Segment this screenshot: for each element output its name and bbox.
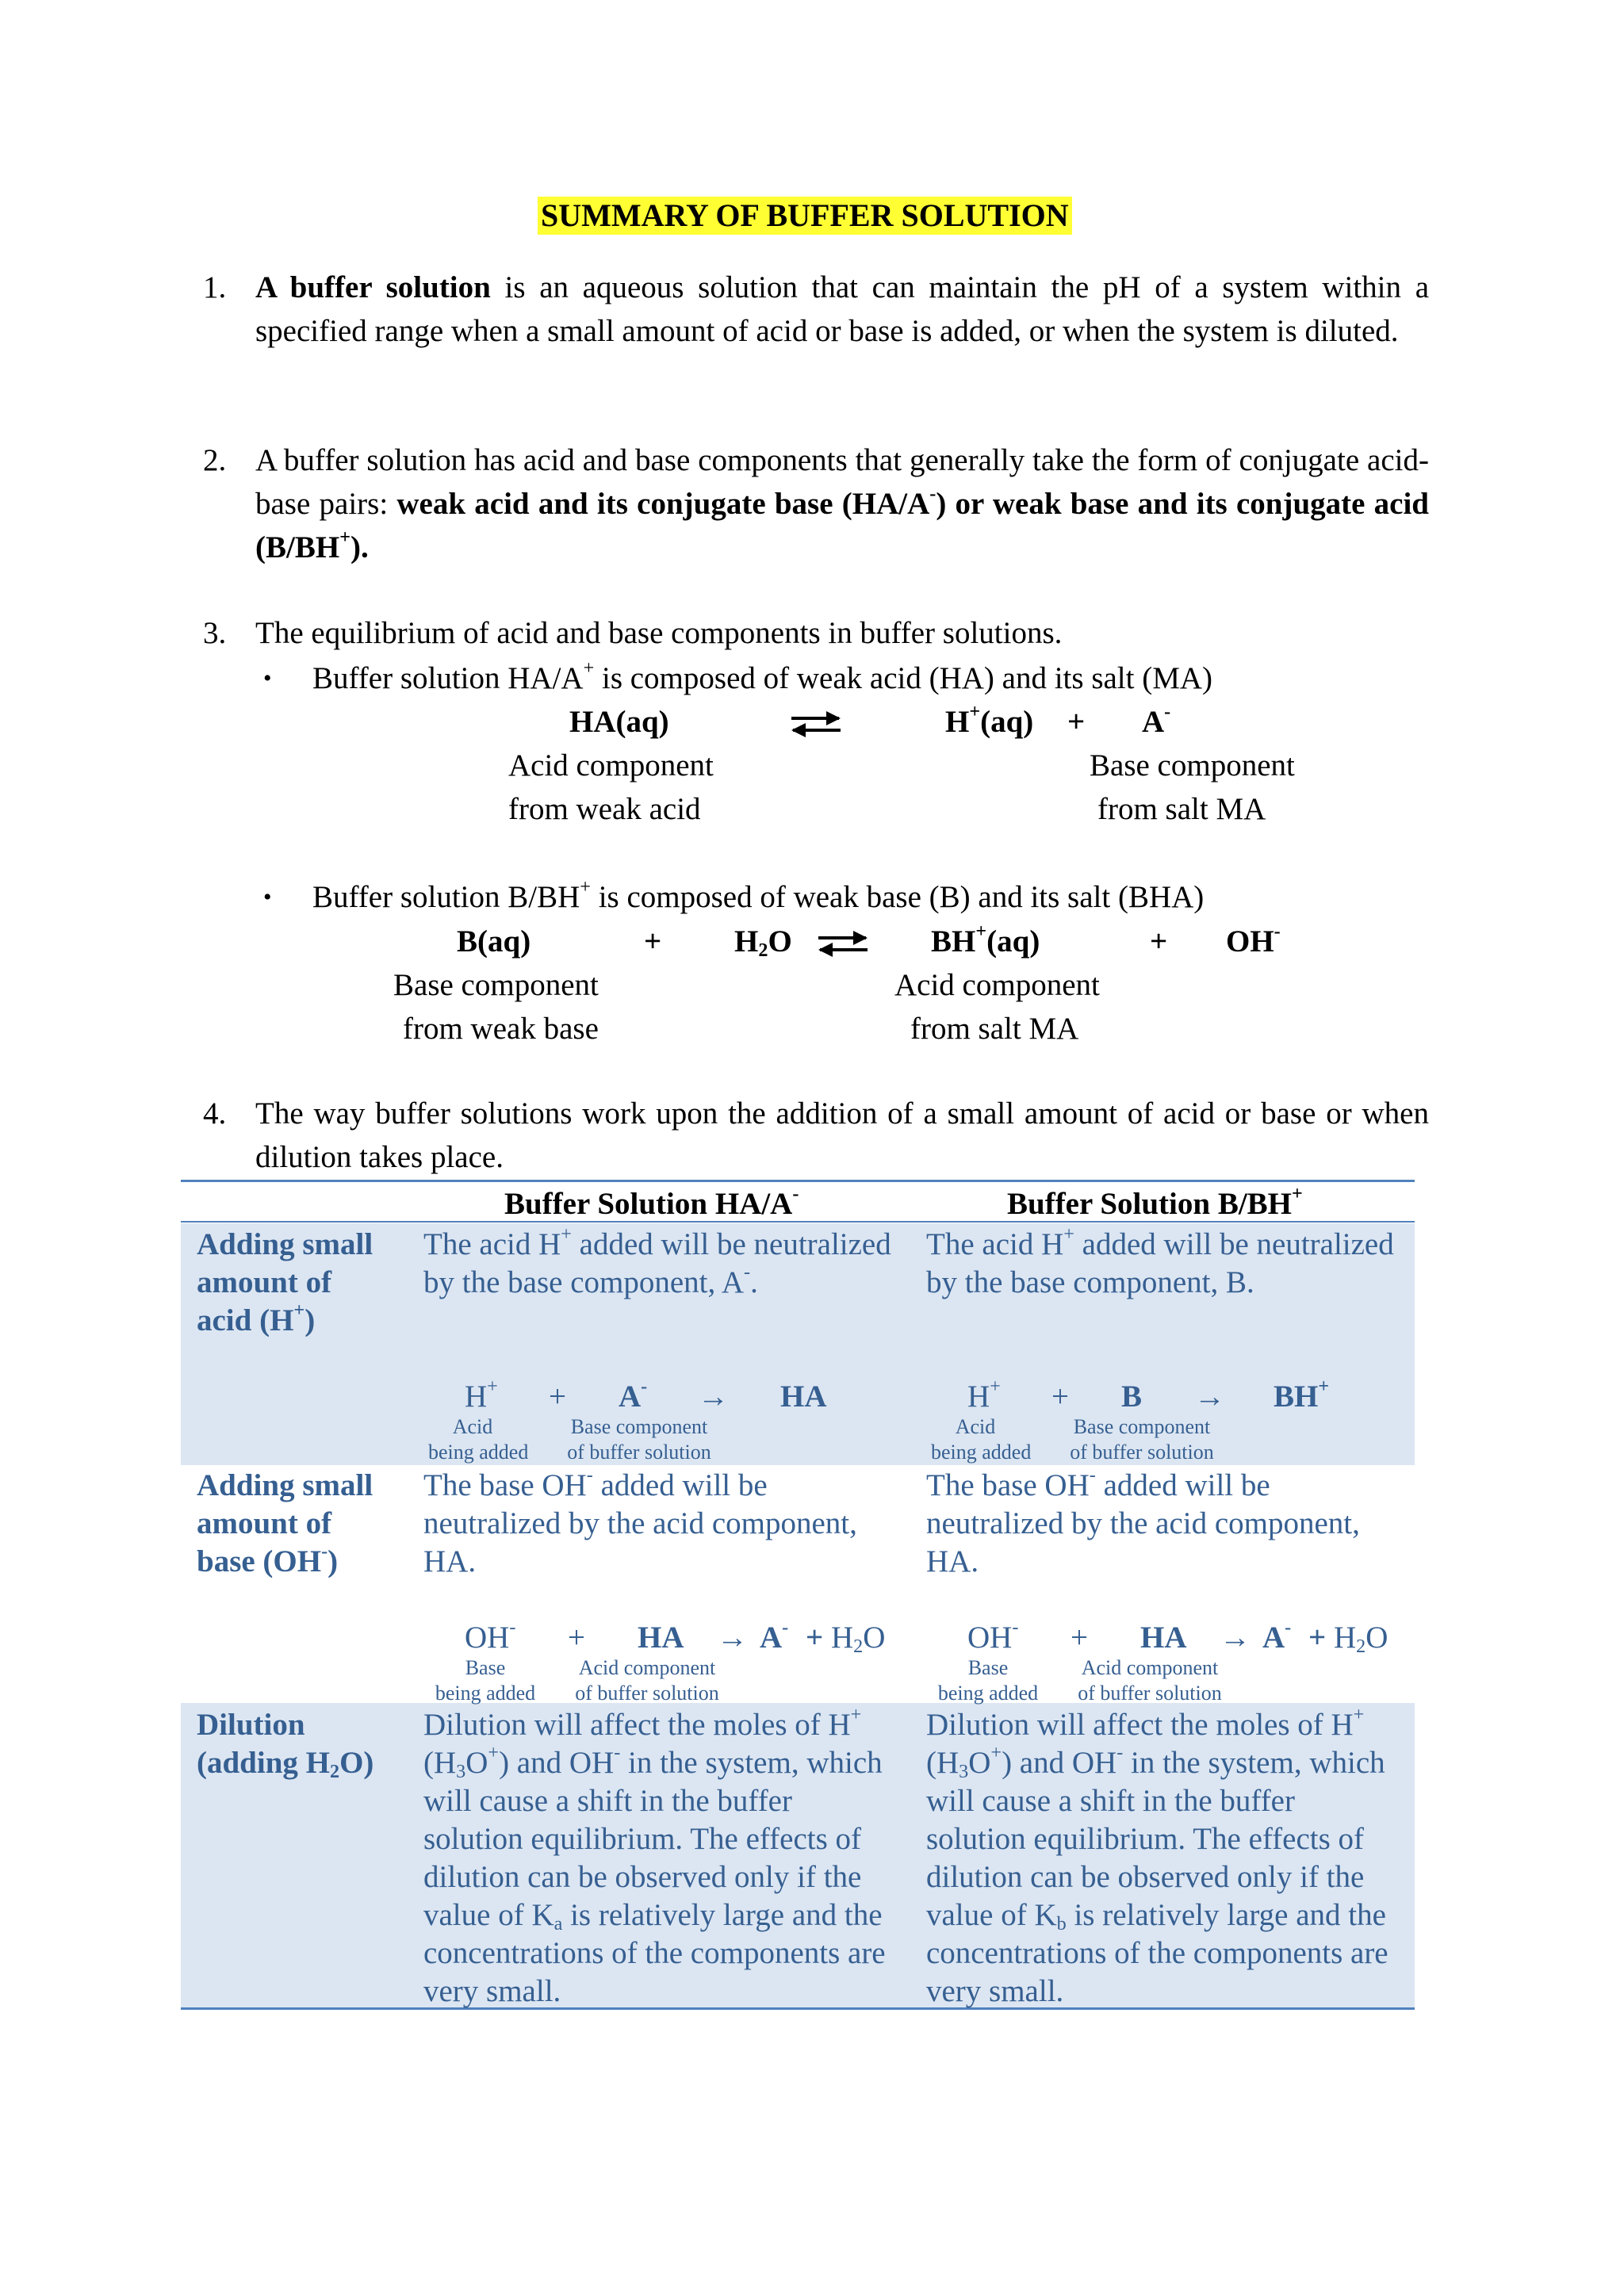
item-number-2: 2. [203, 443, 227, 477]
r2c2-sup: - [1089, 1464, 1096, 1486]
r1c1-lbl1b: being added [428, 1441, 529, 1464]
r2c2-eq-oh-sup: - [1012, 1616, 1019, 1638]
r2c1-eq-label-1 [431, 1655, 539, 1706]
item-2-bold-a: weak acid and its conjugate base (HA/A [396, 487, 930, 521]
r2c1-lbl2b: of buffer solution [575, 1682, 719, 1705]
r3c1-sub: 3 [456, 1761, 466, 1783]
table-top-rule [181, 1180, 1415, 1182]
eq2-b: B(aq) [457, 924, 531, 959]
r2c2-lbl2b: of buffer solution [1078, 1682, 1222, 1705]
item-2-sup-a: - [929, 482, 936, 504]
r2c1-eq-oh-text: OH [465, 1621, 510, 1655]
table-header-col2 [1007, 1184, 1303, 1224]
r3c2-sub2: b [1056, 1913, 1067, 1935]
r2c2-eq-arrow: → [1220, 1621, 1251, 1655]
eq2-oh-text: OH [1226, 924, 1274, 959]
row-2-head-2: amount of [197, 1506, 332, 1540]
r3c2-f: is relatively large and the concentrations of the components are very small. [926, 1898, 1388, 2008]
r2c2-lbl2a: Acid component [1081, 1656, 1219, 1679]
bullet-2-text [312, 875, 1204, 919]
r2c2-eq-oh-text: OH [967, 1621, 1013, 1655]
equilibrium-arrows-icon [788, 708, 844, 740]
r1c1-eq-plus: + [549, 1380, 566, 1414]
r3c2-b: (H [926, 1746, 959, 1780]
col1-text: Buffer Solution HA/A [504, 1187, 793, 1221]
r2c1-b: added will be neutralized by the acid component, HA. [423, 1468, 857, 1578]
r1c2-eq-prod-text: BH [1274, 1380, 1319, 1414]
r3c2-a: Dilution will affect the moles of H [926, 1708, 1354, 1742]
row-3-head-2a: (adding H [197, 1746, 330, 1780]
r1c1-eq-prod: HA [780, 1380, 827, 1414]
row-2-head-3b: ) [327, 1544, 339, 1578]
row-1-head-2: amount of [197, 1265, 332, 1299]
r1c2-eq-prod-sup: + [1318, 1375, 1330, 1397]
item-number-4: 4. [203, 1096, 227, 1131]
eq2-h2o-o: O [768, 924, 792, 959]
r1c1-lbl2a: Base component [570, 1415, 708, 1438]
r1c2-eq-plus: + [1051, 1380, 1069, 1414]
bullet-2-sup: + [580, 875, 591, 897]
r1c2-eq-h [967, 1375, 1001, 1416]
r1c1-lbl2b: of buffer solution [567, 1441, 711, 1464]
r2c2-eq-label-2 [1071, 1655, 1229, 1706]
r1c1-sup2: - [744, 1261, 751, 1283]
eq2-bh-post: (aq) [986, 924, 1040, 959]
eq1-h-sup: + [969, 700, 981, 722]
item-2-text [255, 438, 1429, 569]
r2c2-eq-plus2: + [1308, 1621, 1327, 1655]
r2c2-eq-o: O [1365, 1621, 1388, 1655]
row-1-head-1: Adding small [197, 1227, 373, 1261]
r2c1-lbl1a: Base [465, 1656, 506, 1679]
bullet-2: • [263, 884, 272, 910]
r2c2-eq-a-sup: - [1285, 1616, 1292, 1638]
r1c1-sup: + [561, 1223, 572, 1245]
eq2-bh [931, 920, 1040, 963]
eq1-lhs: HA(aq) [569, 705, 669, 739]
eq2-plus-1: + [644, 924, 662, 959]
r3c2-sup2: + [990, 1741, 1002, 1763]
r3c1-c: O [465, 1746, 488, 1780]
bullet-1-sup: + [583, 656, 595, 679]
r1c2-sup: + [1063, 1223, 1074, 1245]
eq2-h2o [734, 920, 792, 963]
row-1-head-3 [197, 1299, 373, 1340]
r1c2-eq-prod [1274, 1375, 1330, 1416]
page-title: SUMMARY OF BUFFER SOLUTION [538, 197, 1072, 235]
r2c1-eq-a [760, 1616, 789, 1657]
r2c2-b: added will be neutralized by the acid component, HA. [926, 1468, 1360, 1578]
item-number-3: 3. [203, 616, 227, 650]
r2c1-eq-o: O [863, 1621, 886, 1655]
item-1-rest: is an aqueous solution that can maintain the pH of a system within a specified range when a small amount of acid or base is added, or when the system is diluted. [255, 270, 1429, 348]
row-2-header [197, 1467, 373, 1581]
r2c1-eq-sub: 2 [853, 1636, 864, 1658]
r3c1-sup: + [850, 1703, 862, 1725]
r3c2-d: ) and OH [1002, 1746, 1117, 1780]
r3c1-f: is relatively large and the concentrations of the components are very small. [423, 1898, 886, 2008]
eq1-h-post: (aq) [980, 705, 1034, 739]
r2c1-eq-oh-sup: - [509, 1616, 516, 1638]
eq1-a-sup: - [1164, 700, 1171, 722]
r3c1-d: ) and OH [499, 1746, 615, 1780]
row-1-col-1-text [423, 1223, 899, 1302]
eq2-bh-sup: + [975, 920, 987, 942]
r1c2-lbl2b: of buffer solution [1070, 1441, 1214, 1464]
r2c1-eq-a-text: A [760, 1621, 783, 1655]
r1c2-eq-h-sup: + [990, 1375, 1001, 1397]
r1c2-lbl2a: Base component [1073, 1415, 1211, 1438]
eq1-a: A [1142, 705, 1165, 739]
row-3-header [197, 1706, 373, 1782]
r1c1-eq-label-2 [560, 1414, 718, 1465]
r1c2-eq-base: B [1121, 1380, 1143, 1414]
row-2-head-3a: base (OH [197, 1544, 322, 1578]
row-3-head-1: Dilution [197, 1708, 305, 1742]
row-1-header [197, 1226, 373, 1340]
r1c1-eq-label-1 [428, 1414, 529, 1465]
r1c1-b: added will be neutralized by the base component, A [423, 1227, 891, 1299]
row-1-head-3b: ) [304, 1303, 316, 1337]
eq2-label-right-2: from salt MA [910, 1012, 1079, 1046]
col2-text: Buffer Solution B/BH [1007, 1187, 1293, 1221]
r2c2-eq-a [1262, 1616, 1292, 1657]
r3c2-e: in the system, which will cause a shift in the buffer solution equilibrium. The effects of dilution can be observed only if the value of K [926, 1746, 1385, 1932]
eq2-h2o-h: H [734, 924, 759, 959]
row-3-col-1-text [423, 1703, 899, 2011]
bullet-1-text [312, 656, 1212, 700]
r3c2-sup: + [1353, 1703, 1365, 1725]
r1c2-b: added will be neutralized by the base component, B. [926, 1227, 1394, 1299]
row-2-head-3 [197, 1540, 373, 1581]
r1c1-eq-h-text: H [465, 1380, 488, 1414]
item-4-text: The way buffer solutions work upon the addition of a small amount of acid or base or when dilution takes place. [255, 1096, 1429, 1174]
r2c1-eq-ha: HA [638, 1621, 684, 1655]
r2c2-eq-sub: 2 [1356, 1636, 1366, 1658]
col1-sup: - [792, 1182, 799, 1204]
r2c1-eq-oh [465, 1616, 516, 1657]
r2c1-eq-plus: + [568, 1621, 585, 1655]
r2c2-eq-label-1 [934, 1655, 1042, 1706]
r2c1-lbl1b: being added [435, 1682, 536, 1705]
item-2-bold-c: ). [350, 530, 369, 564]
eq1-plus: + [1067, 705, 1086, 739]
row-1-head-3a: acid (H [197, 1303, 294, 1337]
r2c2-eq-oh [967, 1616, 1019, 1657]
eq2-bh-text: BH [931, 924, 976, 959]
r2c2-eq-h: H [1333, 1621, 1357, 1655]
r1c2-lbl1b: being added [931, 1441, 1032, 1464]
r2c1-eq-arrow: → [717, 1621, 748, 1655]
r2c1-lbl2a: Acid component [578, 1656, 716, 1679]
row-3-head-2sub: 2 [329, 1761, 340, 1783]
row-3-col-2-text [926, 1703, 1402, 2011]
eq2-h2o-sub: 2 [758, 939, 768, 962]
eq1-rhs-h [945, 700, 1033, 744]
row-2-head-3sup: - [321, 1540, 328, 1562]
r2c1-eq-h: H [830, 1621, 854, 1655]
r2c1-eq-plus2: + [806, 1621, 824, 1655]
row-1-head-3sup: + [293, 1299, 305, 1321]
item-2-sup-b: + [339, 526, 350, 548]
r1c2-eq-label-2 [1063, 1414, 1221, 1465]
r1c1-eq-base-sup: - [641, 1375, 648, 1397]
row-2-col-1-text [423, 1464, 899, 1581]
item-1-bold: A buffer solution [255, 270, 491, 304]
item-2-bold-b: ) or weak base and its conjugate acid (B/BH [255, 487, 1429, 564]
r3c1-sup2: + [488, 1741, 500, 1763]
eq1-label-left-2: from weak acid [508, 792, 701, 826]
r1c2-lbl1a: Acid [955, 1415, 996, 1438]
r2c1-eq-h2o [806, 1619, 885, 1657]
eq1-rhs-a [1142, 700, 1170, 744]
item-number-1: 1. [203, 270, 227, 304]
r2c2-eq-h2o [1308, 1619, 1388, 1657]
item-1-text [255, 266, 1429, 353]
bullet-2-pre: Buffer solution B/BH [312, 880, 580, 914]
item-3-text: The equilibrium of acid and base components in buffer solutions. [255, 616, 1063, 650]
r2c2-lbl1b: being added [937, 1682, 1039, 1705]
r2c1-eq-a-sup: - [782, 1616, 789, 1638]
eq2-plus-2: + [1150, 924, 1168, 959]
r2c2-eq-plus: + [1071, 1621, 1088, 1655]
r2c2-lbl1a: Base [967, 1656, 1009, 1679]
r2c2-a: The base OH [926, 1468, 1090, 1502]
row-3-head-2 [197, 1744, 373, 1782]
bullet-2-post: is composed of weak base (B) and its salt (BHA) [590, 880, 1205, 914]
item-2-plain: A buffer solution has acid and base components that generally take the form of conjugate acid-base pairs: [255, 443, 1429, 521]
row-3-head-2b: O) [339, 1746, 374, 1780]
row-1-col-2-text [926, 1223, 1402, 1302]
r2c1-sup: - [586, 1464, 593, 1486]
r2c1-a: The base OH [423, 1468, 587, 1502]
r3c1-a: Dilution will affect the moles of H [423, 1708, 851, 1742]
equilibrium-arrows-icon-2 [815, 928, 871, 959]
r1c1-eq-arrow: → [698, 1380, 729, 1414]
r3c1-e: in the system, which will cause a shift in the buffer solution equilibrium. The effects of dilution can be observed only if the value of K [423, 1746, 883, 1932]
r1c1-lbl1a: Acid [452, 1415, 493, 1438]
r2c1-eq-label-2 [568, 1655, 726, 1706]
eq1-label-right-2: from salt MA [1097, 792, 1266, 826]
eq1-label-right-1: Base component [1090, 748, 1295, 783]
r1c2-eq-label-1 [931, 1414, 1032, 1465]
r2c2-eq-ha: HA [1140, 1621, 1187, 1655]
bullet-1: • [263, 665, 272, 691]
r1c1-eq-base [619, 1375, 648, 1416]
bullet-1-post: is composed of weak acid (HA) and its salt (MA) [594, 661, 1213, 695]
r3c2-c: O [968, 1746, 991, 1780]
row-2-head-1: Adding small [197, 1468, 373, 1502]
col2-sup: + [1292, 1182, 1303, 1204]
r3c1-b: (H [423, 1746, 457, 1780]
eq1-label-left-1: Acid component [508, 748, 714, 783]
eq2-label-left-1: Base component [393, 968, 599, 1002]
r3c1-sup3: - [614, 1741, 621, 1763]
r1c2-eq-h-text: H [967, 1380, 990, 1414]
eq1-h: H [945, 705, 970, 739]
r1c1-eq-base-text: A [619, 1380, 642, 1414]
r1c2-a: The acid H [926, 1227, 1064, 1261]
r3c1-sub2: a [553, 1913, 563, 1935]
r3c2-sup3: - [1116, 1741, 1124, 1763]
eq2-label-left-2: from weak base [403, 1012, 599, 1046]
r3c2-sub: 3 [959, 1761, 969, 1783]
eq2-oh [1226, 920, 1281, 963]
r1c1-a: The acid H [423, 1227, 561, 1261]
eq2-oh-sup: - [1274, 920, 1281, 942]
r1c1-eq-h [465, 1375, 498, 1416]
r1c1-eq-h-sup: + [487, 1375, 498, 1397]
row-2-col-2-text [926, 1464, 1402, 1581]
r1c1-c: . [750, 1265, 758, 1299]
r2c2-eq-a-text: A [1262, 1621, 1285, 1655]
table-header-col1 [504, 1184, 799, 1224]
bullet-1-pre: Buffer solution HA/A [312, 661, 584, 695]
r1c2-eq-arrow: → [1194, 1380, 1225, 1414]
eq2-label-right-1: Acid component [894, 968, 1100, 1002]
